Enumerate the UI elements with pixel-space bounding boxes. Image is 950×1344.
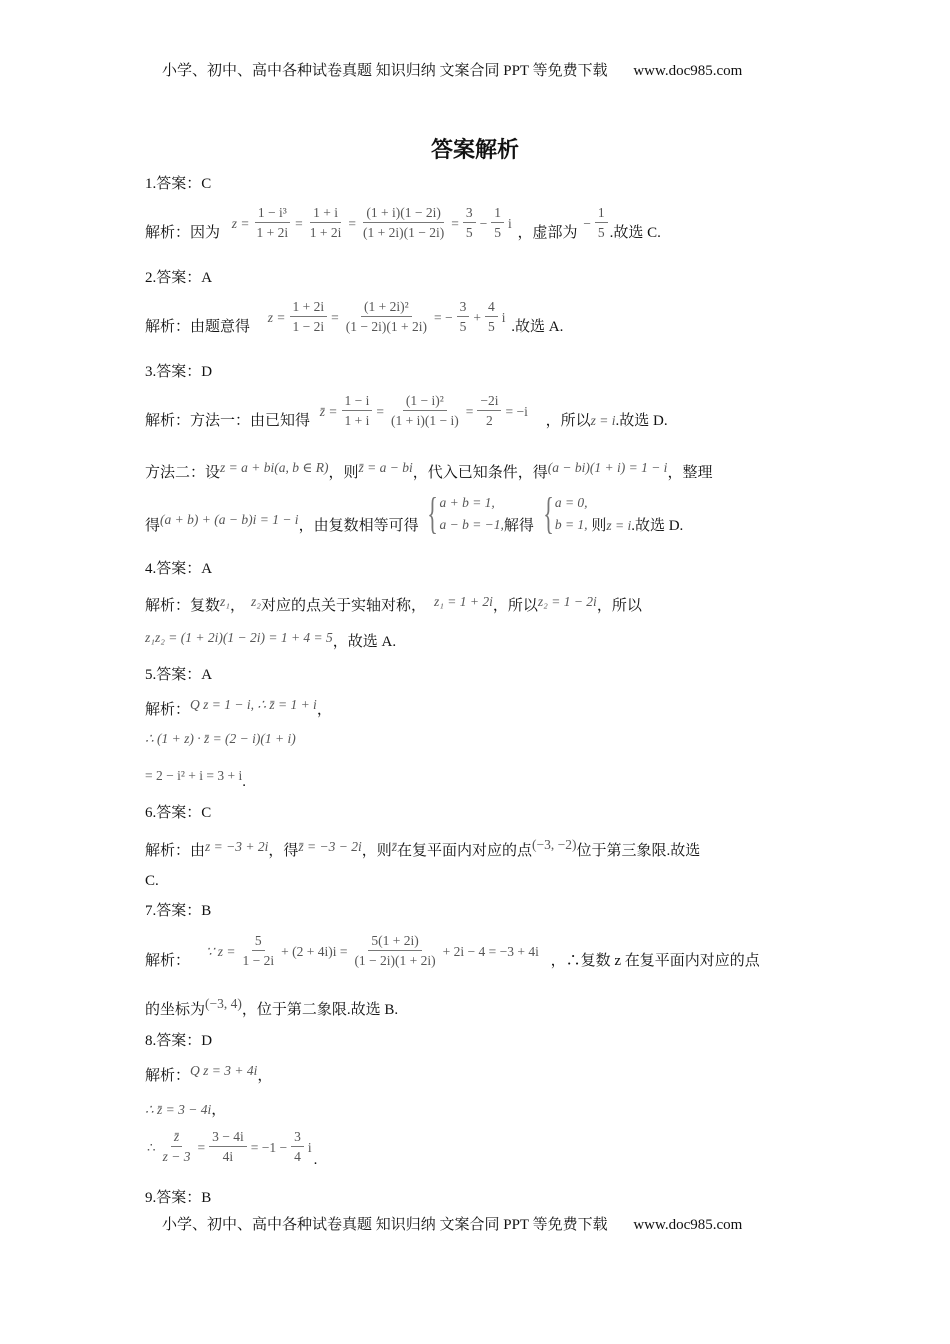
- answer-5: 5.答案：A: [145, 667, 213, 683]
- analysis-3: [145, 392, 668, 431]
- text: ，整理: [667, 465, 713, 481]
- math: (a + b) + (a − b)i = 1 − i: [160, 512, 299, 527]
- text: 解析：: [145, 702, 191, 718]
- text: ，代入已知条件，得: [412, 465, 548, 481]
- text: ，: [257, 1068, 273, 1084]
- math: z = i: [606, 518, 632, 533]
- analysis-3-label: 解析：方法一：由已知得: [145, 413, 311, 429]
- math: (−3, −2): [532, 837, 577, 852]
- imaginary-part: − $\frac{1}{5}$: [581, 204, 609, 243]
- fraction: $\frac{(1 + i)(1 - 2i)}{(1 + 2i)(1 - 2i)}$: [363, 205, 445, 240]
- text: .: [313, 1151, 318, 1168]
- text: 解析：: [145, 953, 191, 969]
- math: ∴ z̄ = 3 − 4i: [145, 1102, 212, 1117]
- text: 对应的点关于实轴对称，: [260, 598, 426, 614]
- text: 得: [145, 518, 161, 534]
- analysis-8-line1: [145, 1063, 273, 1086]
- text: 解析：复数: [145, 598, 221, 614]
- header-url[interactable]: www.doc985.com: [633, 63, 743, 79]
- fraction: $\frac{\text{1 − i³}}{1 + 2i}$: [256, 205, 289, 240]
- text: 方法二：设: [145, 465, 221, 481]
- analysis-6-line2: C.: [145, 873, 159, 889]
- text: ，所以: [492, 598, 538, 614]
- text: 则: [591, 518, 607, 534]
- text: 位于第三象限.故选: [576, 843, 701, 859]
- text: ，故选 A.: [332, 634, 397, 650]
- analysis-5-line1: [145, 697, 332, 720]
- text: 的坐标为: [145, 1002, 206, 1018]
- text: ，则: [328, 465, 359, 481]
- analysis-1: [145, 204, 661, 243]
- analysis-7-line1: [145, 932, 760, 971]
- math: z₁: [220, 594, 230, 609]
- math: z₁ = 1 + 2i: [433, 594, 493, 609]
- math: z = i: [590, 413, 616, 428]
- answer-8: 8.答案：D: [145, 1033, 213, 1049]
- math: z̄ = a − bi: [358, 460, 413, 475]
- text: ，得: [268, 843, 299, 859]
- analysis-8-equation: ∴ $\frac{z̄}{z - 3}$ = $\frac{3 - 4i}{4i}$ = −1 − $\frac{3}{4}$ i: [147, 1129, 312, 1164]
- text: .故选 D.: [631, 518, 684, 534]
- text: .故选 C.: [609, 225, 661, 241]
- fraction: $\frac{3}{5}$: [463, 204, 476, 243]
- math: = 2 − i² + i = 3 + i: [145, 768, 243, 783]
- analysis-2: [145, 298, 563, 337]
- answer-7: 7.答案：B: [145, 903, 212, 919]
- text: ，: [316, 702, 332, 718]
- analysis-6-line1: [145, 837, 701, 861]
- text: ，所以: [545, 413, 591, 429]
- math: z = −3 + 2i: [205, 839, 269, 854]
- page-header: [162, 59, 742, 80]
- text: ，所以: [596, 598, 642, 614]
- answer-3: 3.答案：D: [145, 364, 213, 380]
- math: z̄ = −3 − 2i: [298, 839, 362, 854]
- text: 解析：由: [145, 843, 206, 859]
- fraction: $\frac{1 + i}{1 + 2i}$: [309, 205, 342, 240]
- text: ，∴复数 z 在复平面内对应的点: [550, 953, 760, 969]
- footer-text: 小学、初中、高中各种试卷真题 知识归纳 文案合同 PPT 等免费下载: [162, 1217, 608, 1233]
- math: z₁z₂ = (1 + 2i)(1 − 2i) = 1 + 4 = 5: [145, 630, 333, 645]
- math: (−3, 4): [205, 996, 242, 1011]
- analysis-2-equation: z = $\frac{1 + 2i}{1 - 2i}$ = $\frac{\text{(1 + 2i)²}}{(1 - 2i)(1 + 2i)}$ = − $\frac{3}{5}$ + $\frac{4}{5}$ i: [267, 299, 506, 334]
- analysis-7-equation: ∵ z = $\frac{5}{1 - 2i}$ + (2 + 4i)i = $\frac{5(1 + 2i)}{(1 - 2i)(1 + 2i)}$ + 2i − 4 = −3 + 4i: [205, 933, 539, 968]
- analysis-3-method2-line1: [145, 460, 713, 483]
- analysis-4-line2: [145, 632, 396, 652]
- answer-2: 2.答案：A: [145, 270, 213, 286]
- analysis-1-equation: z = $\frac{\text{1 − i³}}{1 + 2i}$ = $\frac{1 + i}{1 + 2i}$ = $\frac{(1 + i)(1 - 2i)}{(1 + 2i)(1 - 2i)}$ = $\frac{3}{5}$ − $\frac{1}{5}$ i: [230, 204, 514, 243]
- text: ，: [211, 1102, 227, 1118]
- equation-system-2: { a = 0, b = 1,: [542, 489, 588, 538]
- text: .故选 D.: [615, 413, 668, 429]
- analysis-3-method2-line2: [145, 489, 684, 538]
- analysis-8-line2: [145, 1100, 226, 1120]
- text: 解析：: [145, 1068, 191, 1084]
- answer-9: 9.答案：B: [145, 1190, 212, 1206]
- text: ，: [229, 598, 245, 614]
- analysis-1-label: 解析：因为: [145, 225, 221, 241]
- analysis-8-line3: [145, 1128, 317, 1167]
- math: ∴ (1 + z) · z̄ = (2 − i)(1 + i): [145, 731, 296, 746]
- page-title: 答案解析: [430, 138, 519, 163]
- text: 解得: [503, 518, 534, 534]
- analysis-7-line2: [145, 996, 399, 1020]
- text: ，位于第二象限.故选 B.: [241, 1002, 399, 1018]
- math: z₂ = 1 − 2i: [537, 594, 597, 609]
- analysis-5-line3: [145, 766, 246, 790]
- math: z = a + bi(a, b ∈ R): [220, 460, 329, 475]
- math: (a − bi)(1 + i) = 1 − i: [547, 460, 668, 475]
- eq-lhs: z =: [231, 215, 250, 231]
- analysis-2-label: 解析：由题意得: [145, 319, 251, 335]
- text: ，则: [361, 843, 392, 859]
- header-text: 小学、初中、高中各种试卷真题 知识归纳 文案合同 PPT 等免费下载: [162, 63, 608, 79]
- fraction: $\frac{1}{5}$: [491, 204, 504, 243]
- text: .: [242, 774, 246, 790]
- text: ，虚部为: [517, 225, 578, 241]
- text: ，由复数相等可得: [298, 518, 419, 534]
- analysis-5-line2: [145, 729, 296, 749]
- analysis-4-line1: [145, 596, 642, 616]
- answer-6: 6.答案：C: [145, 805, 212, 821]
- text: .故选 A.: [511, 319, 564, 335]
- text: 在复平面内对应的点: [397, 843, 533, 859]
- math: Q z = 1 − i, ∴ z̄ = 1 + i: [190, 697, 317, 712]
- answer-4: 4.答案：A: [145, 561, 213, 577]
- math: Q z = 3 + 4i: [190, 1063, 258, 1078]
- answer-1: 1.答案：C: [145, 176, 212, 192]
- analysis-3-equation: z̄ = $\frac{1 - i}{1 + i}$ = $\frac{\text{(1 − i)²}}{(1 + i)(1 - i)}$ = $\frac{-2i}{2}$ = −i: [319, 393, 528, 428]
- math: z₂: [250, 594, 261, 609]
- equation-system-1: { a + b = 1, a − b = −1,: [427, 489, 504, 538]
- footer-url[interactable]: www.doc985.com: [633, 1217, 743, 1233]
- page-footer: [162, 1213, 742, 1234]
- math: z̄: [391, 839, 397, 854]
